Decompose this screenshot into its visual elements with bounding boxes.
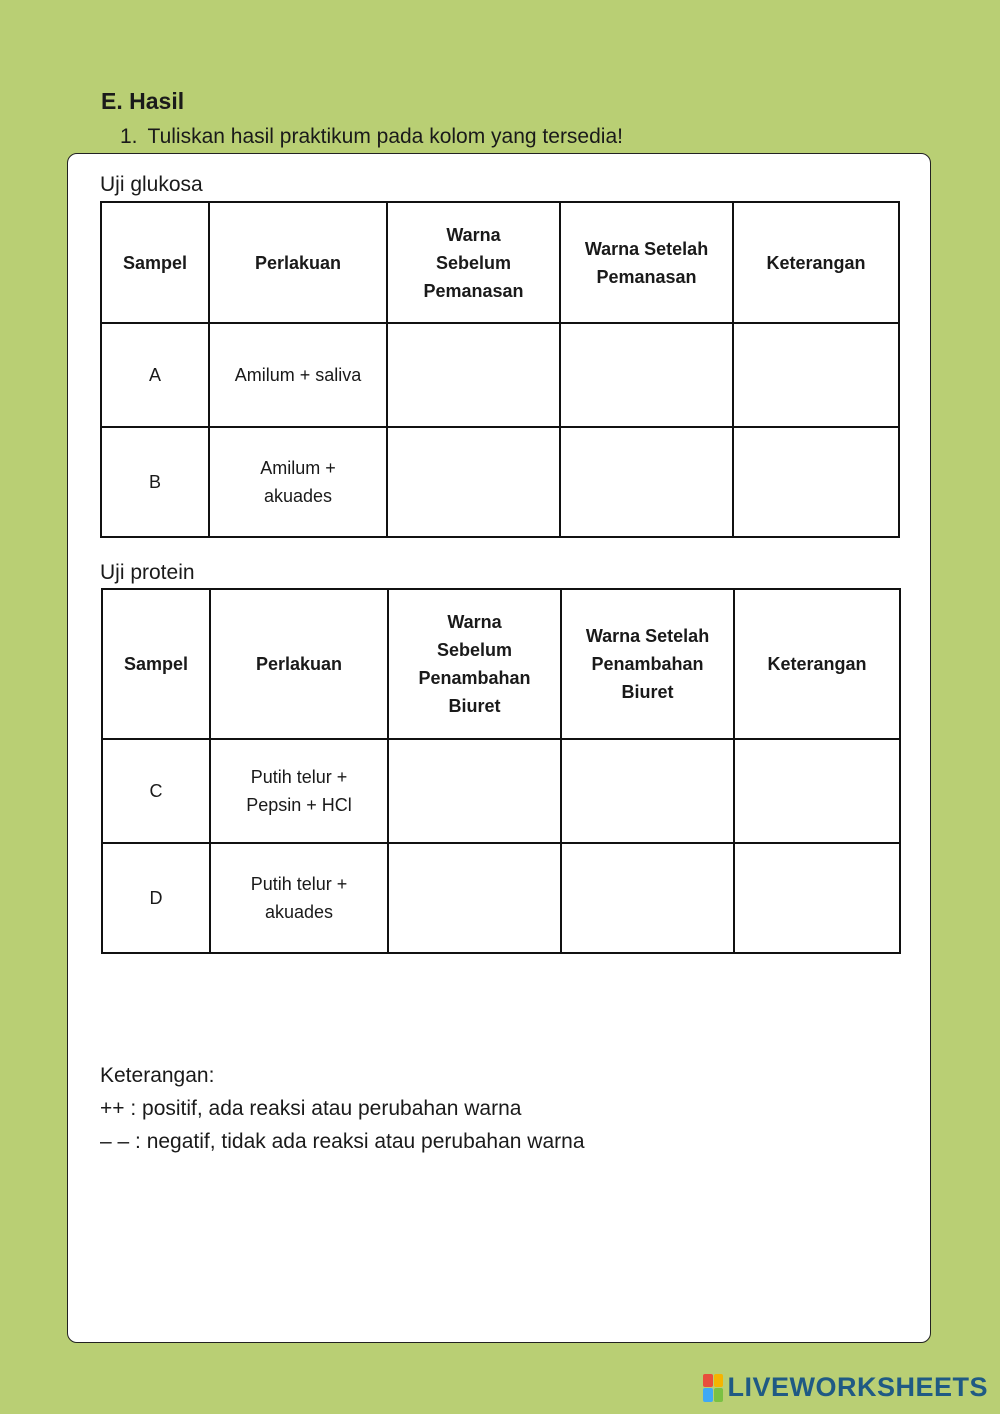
input-keterangan[interactable] bbox=[734, 739, 900, 843]
table-protein-caption: Uji protein bbox=[100, 561, 195, 584]
header-warna-sebelum: Warna Sebelum Penambahan Biuret bbox=[388, 589, 561, 739]
brand-name: LIVEWORKSHEETS bbox=[727, 1372, 988, 1402]
input-warna-setelah[interactable] bbox=[560, 323, 733, 427]
header-perlakuan: Perlakuan bbox=[210, 589, 388, 739]
input-keterangan[interactable] bbox=[733, 323, 899, 427]
legend bbox=[100, 1059, 585, 1158]
header-sampel: Sampel bbox=[101, 202, 209, 323]
legend-positive: ++ : positif, ada reaksi atau perubahan warna bbox=[100, 1097, 522, 1120]
input-warna-setelah[interactable] bbox=[561, 739, 734, 843]
legend-negative: – – : negatif, tidak ada reaksi atau perubahan warna bbox=[100, 1130, 585, 1153]
header-warna-setelah: Warna Setelah Pemanasan bbox=[560, 202, 733, 323]
table-protein bbox=[101, 588, 901, 954]
input-warna-sebelum[interactable] bbox=[388, 739, 561, 843]
section-title: E. Hasil bbox=[101, 88, 185, 114]
table-glukosa bbox=[100, 201, 900, 538]
instruction bbox=[120, 125, 623, 149]
cell-perlakuan: Putih telur + akuades bbox=[210, 843, 388, 953]
cell-sampel: C bbox=[102, 739, 210, 843]
header-sampel: Sampel bbox=[102, 589, 210, 739]
header-warna-setelah: Warna Setelah Penambahan Biuret bbox=[561, 589, 734, 739]
liveworksheets-logo-icon bbox=[703, 1374, 723, 1402]
table-header-row bbox=[101, 202, 899, 323]
input-warna-sebelum[interactable] bbox=[387, 427, 560, 537]
cell-sampel: D bbox=[102, 843, 210, 953]
header-perlakuan: Perlakuan bbox=[209, 202, 387, 323]
header-keterangan: Keterangan bbox=[733, 202, 899, 323]
table-row bbox=[102, 739, 900, 843]
cell-sampel: A bbox=[101, 323, 209, 427]
table-row bbox=[102, 843, 900, 953]
input-keterangan[interactable] bbox=[734, 843, 900, 953]
cell-perlakuan: Putih telur + Pepsin + HCl bbox=[210, 739, 388, 843]
input-warna-setelah[interactable] bbox=[560, 427, 733, 537]
brand-logo-link[interactable] bbox=[703, 1372, 988, 1403]
header-keterangan: Keterangan bbox=[734, 589, 900, 739]
header-warna-sebelum: Warna Sebelum Pemanasan bbox=[387, 202, 560, 323]
input-keterangan[interactable] bbox=[733, 427, 899, 537]
table-row bbox=[101, 323, 899, 427]
table-header-row bbox=[102, 589, 900, 739]
table-row bbox=[101, 427, 899, 537]
legend-title: Keterangan: bbox=[100, 1064, 215, 1087]
cell-sampel: B bbox=[101, 427, 209, 537]
cell-perlakuan: Amilum + saliva bbox=[209, 323, 387, 427]
input-warna-sebelum[interactable] bbox=[387, 323, 560, 427]
table-glukosa-caption: Uji glukosa bbox=[100, 173, 203, 196]
input-warna-sebelum[interactable] bbox=[388, 843, 561, 953]
cell-perlakuan: Amilum + akuades bbox=[209, 427, 387, 537]
instruction-text: Tuliskan hasil praktikum pada kolom yang tersedia! bbox=[147, 125, 623, 148]
input-warna-setelah[interactable] bbox=[561, 843, 734, 953]
instruction-number: 1. bbox=[120, 125, 138, 148]
